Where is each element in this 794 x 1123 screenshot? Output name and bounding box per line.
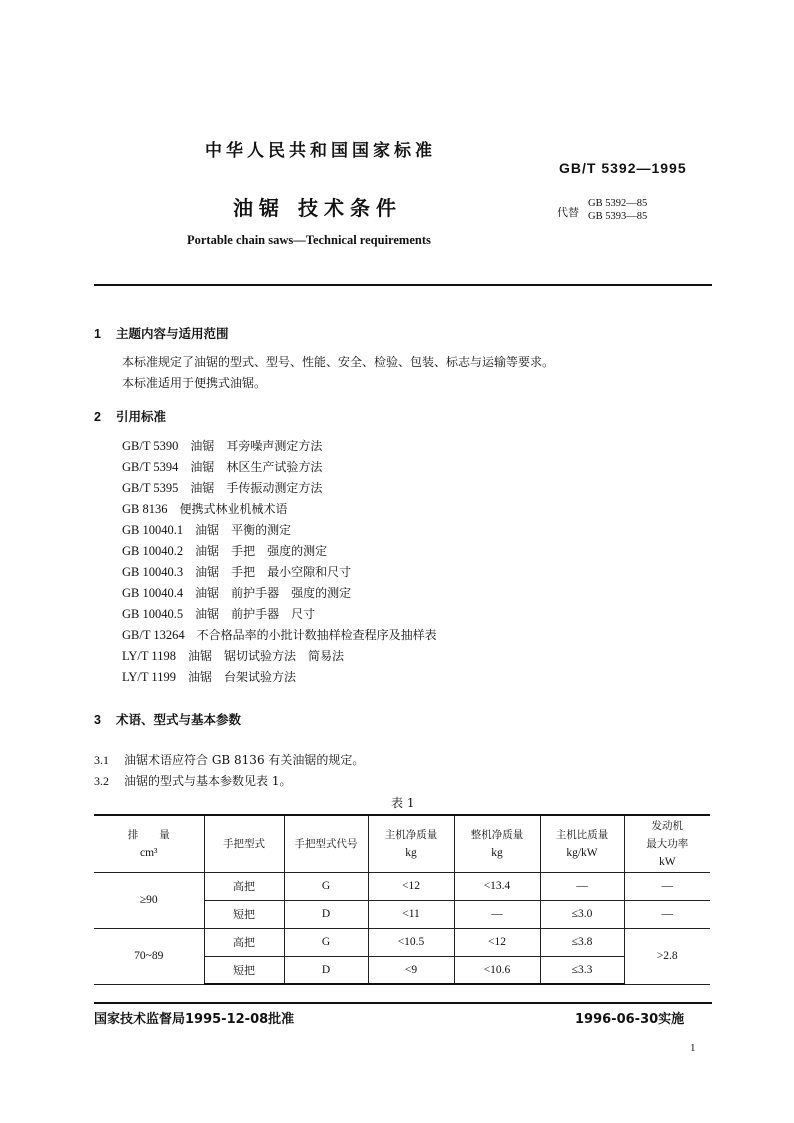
cell-handle-code: D [284,900,368,928]
cell-displacement: ≥90 [94,872,204,928]
clause [94,751,364,768]
header-unit: kg [491,846,503,859]
header-handle-type: 手把型式 [204,815,284,872]
reference-item [122,542,327,559]
reference-title: 油锯 台架试验方法 [187,670,296,684]
header-max-power [624,815,710,872]
reference-title: 油锯 前护手器 强度的测定 [195,586,352,600]
reference-item [122,479,322,496]
document-title: 油锯 技术条件 [233,196,402,220]
implementation-date: 1996-06-30实施 [575,1012,685,1027]
cell-displacement: 70~89 [94,928,204,984]
clause-text: 油锯术语应符合 GB 8136 有关油锯的规定。 [124,753,365,767]
clause-number: 3.2 [94,774,109,788]
header-label: 整机净质量 [470,828,524,841]
header-handle-code: 手把型式代号 [284,815,368,872]
reference-title: 油锯 手把 最小空隙和尺寸 [195,565,352,579]
section-title: 术语、型式与基本参数 [116,712,242,727]
header-label: 主机净质量 [384,828,438,841]
reference-title: 便携式林业机械术语 [179,502,288,516]
header-total-mass [454,815,540,872]
standard-number: GB/T 5392—1995 [559,160,687,176]
cell-handle-code: G [284,928,368,956]
approval-line: 国家技术监督局1995-12-08批准 [94,1012,295,1027]
reference-code: GB 10040.5 [122,607,184,621]
reference-item [122,626,437,643]
cell-power: — [624,872,710,900]
reference-item [122,584,351,601]
clause [94,772,291,789]
section-number: 2 [94,410,101,424]
reference-item [122,521,291,538]
cell-power: — [624,900,710,928]
cell-main-mass: <9 [368,956,454,984]
english-subtitle: Portable chain saws—Technical requirements [187,233,431,247]
reference-code: GB/T 5394 [122,460,179,474]
reference-item [122,437,322,454]
basic-parameters-table [94,814,710,985]
reference-code: GB/T 5395 [122,481,179,495]
national-standard-title: 中华人民共和国国家标准 [205,141,436,161]
reference-code: GB 10040.3 [122,565,184,579]
reference-item [122,458,322,475]
reference-code: LY/T 1199 [122,670,176,684]
section-number: 3 [94,713,101,727]
reference-code: GB 10040.2 [122,544,184,558]
header-unit: kg [405,846,417,859]
reference-title: 油锯 耳旁噪声测定方法 [190,439,323,453]
cell-handle-code: G [284,872,368,900]
reference-code: GB 10040.1 [122,523,184,537]
header-unit: cm³ [140,846,158,859]
section-title: 主题内容与适用范围 [116,326,229,341]
reference-item [122,500,288,517]
reference-title: 油锯 锯切试验方法 简易法 [187,649,344,663]
cell-handle-type: 短把 [204,956,284,984]
cell-specific-mass: ≤3.0 [540,900,624,928]
paragraph: 本标准适用于便携式油锯。 [122,376,267,390]
cell-handle-type: 高把 [204,928,284,956]
table-caption: 表 1 [391,796,415,810]
footer-divider [94,1002,712,1004]
cell-specific-mass: ≤3.3 [540,956,624,984]
header-label: 主机比质量 [555,828,609,841]
cell-handle-code: D [284,956,368,984]
section-title: 引用标准 [116,409,167,424]
cell-total-mass: <13.4 [454,872,540,900]
section-3-heading [94,710,241,728]
reference-title: 油锯 林区生产试验方法 [190,460,323,474]
cell-total-mass: <10.6 [454,956,540,984]
cell-main-mass: <11 [368,900,454,928]
reference-title: 油锯 手传振动测定方法 [190,481,323,495]
replaced-standard: GB 5392—85 [588,198,648,209]
reference-code: LY/T 1198 [122,649,176,663]
header-unit: kW [658,855,676,868]
replaces-label: 代替 [557,206,579,219]
header-label: 最大功率 [646,837,689,850]
reference-code: GB 10040.4 [122,586,184,600]
cell-specific-mass: — [540,872,624,900]
reference-item [122,605,315,622]
reference-title: 油锯 平衡的测定 [195,523,292,537]
header-label: 发动机 [651,819,683,832]
section-number: 1 [94,327,101,341]
header-label: 排 量 [127,828,170,841]
reference-title: 油锯 前护手器 尺寸 [195,607,316,621]
header-specific-mass [540,815,624,872]
cell-power: >2.8 [624,928,710,984]
reference-item [122,668,296,685]
reference-code: GB/T 5390 [122,439,179,453]
cell-handle-type: 短把 [204,900,284,928]
cell-handle-type: 高把 [204,872,284,900]
cell-total-mass: — [454,900,540,928]
table-row [94,928,710,956]
cell-main-mass: <12 [368,872,454,900]
header-main-mass [368,815,454,872]
header-displacement [94,815,204,872]
table-header-row [94,815,710,872]
clause-text: 油锯的型式与基本参数见表 1。 [124,774,292,788]
paragraph: 本标准规定了油锯的型式、型号、性能、安全、检验、包装、标志与运输等要求。 [122,355,555,369]
table-row [94,872,710,900]
header-unit: kg/kW [566,846,598,859]
reference-code: GB/T 13264 [122,628,185,642]
cell-total-mass: <12 [454,928,540,956]
reference-item [122,563,351,580]
reference-code: GB 8136 [122,502,168,516]
replaced-standard: GB 5393—85 [588,211,648,222]
reference-title: 油锯 手把 强度的测定 [195,544,328,558]
page-number: 1 [690,1042,696,1054]
section-1-heading [94,324,229,342]
cell-main-mass: <10.5 [368,928,454,956]
clause-number: 3.1 [94,753,109,767]
reference-title: 不合格品率的小批计数抽样检查程序及抽样表 [196,628,437,642]
section-2-heading [94,407,166,425]
cell-specific-mass: ≤3.8 [540,928,624,956]
header-divider [94,284,712,286]
reference-item [122,647,344,664]
